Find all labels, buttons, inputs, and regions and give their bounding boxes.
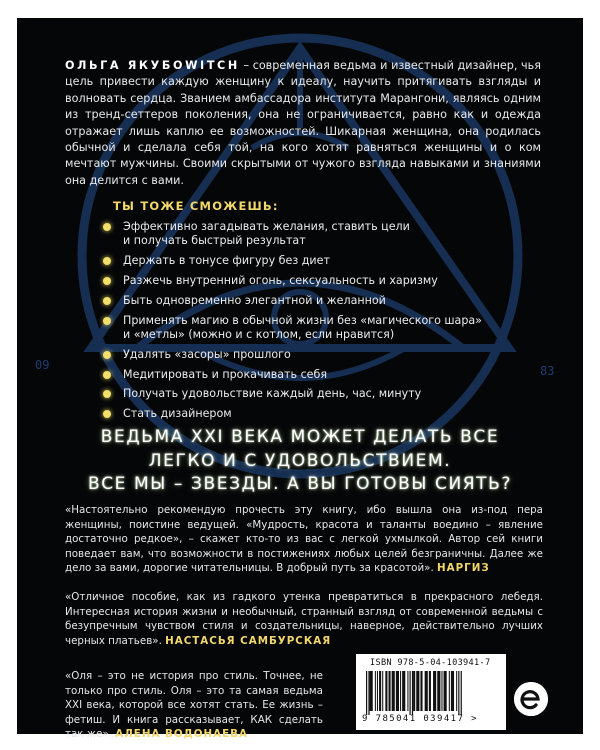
emblem-year-left: 09	[35, 358, 50, 372]
list-item-text: Эффективно загадывать желания, ставить цели и получать быстрый результат	[123, 220, 410, 248]
list-item-text: Стать дизайнером	[123, 407, 232, 421]
list-item-text: Разжечь внутренний огонь, сексуальность и харизму	[123, 274, 438, 287]
list-item	[103, 294, 523, 308]
isbn-barcode	[356, 654, 506, 730]
barcode-bars-icon	[362, 671, 500, 715]
bullet-icon	[103, 351, 111, 359]
skills-heading: ТЫ ТОЖЕ СМОЖЕШЬ:	[113, 199, 279, 213]
bullet-icon	[103, 277, 111, 285]
bullet-icon	[103, 371, 111, 379]
isbn-text: ISBN 978-5-04-103941-7	[370, 658, 491, 668]
review-quote-author: АЛЕНА ВОДОНАЕВА	[115, 728, 248, 741]
list-item-text: Держать в тонусе фигуру без диет	[123, 254, 330, 268]
review-quote	[65, 503, 543, 576]
list-item	[103, 368, 523, 382]
list-item	[103, 274, 523, 288]
author-bio-text: – современная ведьма и известный дизайнер, чья цель привести каждую женщину к идеалу, научить притягивать взгляды и волновать сердца. Званием амбассадора института Марангони, являясь одним из тренд-сеттеров поколения, она не ограничивается, равно как и одежда отражает лишь каплю ее возможностей. Шикарная женщина, она родилась обычной и сделала себя той, на кого хотят равняться женщины и о ком мечтают мужчины. Своими скрытыми от чужого взгляда навыками и знаниями она делится с вами.	[65, 59, 541, 187]
list-item	[103, 220, 523, 249]
emblem-year-right: 83	[540, 364, 555, 378]
barcode-digits: 9 785041 039417 >	[362, 714, 478, 724]
slogan-line: ВСЕ МЫ – ЗВЕЗДЫ. А ВЫ ГОТОВЫ СИЯТЬ?	[87, 474, 513, 494]
author-name: ОЛЬГА ЯКУБОWITCH	[65, 59, 240, 72]
list-item-text: Применять магию в обычной жизни без «магического шара» и «метлы» (можно и с котлом, если нравится)	[123, 313, 482, 341]
list-item-text: Получать удовольствие каждый день, час, минуту	[123, 387, 422, 401]
list-item-text: Удалять «засоры» прошлого	[123, 347, 291, 361]
bullet-icon	[103, 257, 111, 265]
list-item	[103, 254, 523, 268]
list-item-text: Медитировать и прокачивать себя	[123, 367, 328, 381]
list-item	[103, 407, 523, 421]
slogan	[17, 426, 583, 497]
skills-list	[103, 220, 523, 427]
review-quote-author: НАРГИЗ	[437, 562, 490, 575]
eksmo-logo-icon	[514, 682, 548, 716]
review-quote	[65, 590, 543, 648]
bullet-icon	[103, 297, 111, 305]
author-bio	[65, 58, 541, 189]
list-item	[103, 348, 523, 362]
review-quote-text: «Отличное пособие, как из гадкого утенка превратиться в прекрасного лебедя. Интересная история жизни и необычный, странный взгляд от современной ведьмы с безупречным чувством стиля и создательницы, наверное, действительно лучших черных платьев».	[65, 591, 543, 647]
bullet-icon	[103, 390, 111, 398]
review-quote-text: «Оля – это не история про стиль. Точнее, не только про стиль. Оля – это та самая ведьма XXI века, которой все хотят стать. Ее жизнь – фетиш. И книга рассказывает, КАК сделать так же».	[65, 670, 323, 741]
list-item-text: Быть одновременно элегантной и желанной	[123, 293, 386, 307]
list-item	[103, 314, 523, 343]
bullet-icon	[103, 317, 111, 325]
review-quote-text: «Настоятельно рекомендую прочесть эту книгу, ибо вышла она из-под пера женщины, поистине ведущей. «Мудрость, красота и таланты воедино – явление достаточно редкое», – скажет кто-то из вас с легкой ухмылкой. Автор сей книги поведает вам, что возможности в постижениях любых целей безграничны. Далее же дело за вами, дорогие читательницы. В добрый путь за красотой».	[65, 504, 543, 575]
bullet-icon	[103, 223, 111, 231]
review-quote-author: НАСТАСЬЯ САМБУРСКАЯ	[165, 634, 332, 647]
review-quote	[65, 669, 323, 742]
bullet-icon	[103, 410, 111, 418]
slogan-line: ЛЕГКО И С УДОВОЛЬСТВИЕМ.	[148, 450, 452, 471]
slogan-line: ВЕДЬМА XXI ВЕКА МОЖЕТ ДЕЛАТЬ ВСЕ	[100, 427, 500, 447]
list-item	[103, 387, 523, 401]
book-back-cover	[17, 18, 583, 741]
